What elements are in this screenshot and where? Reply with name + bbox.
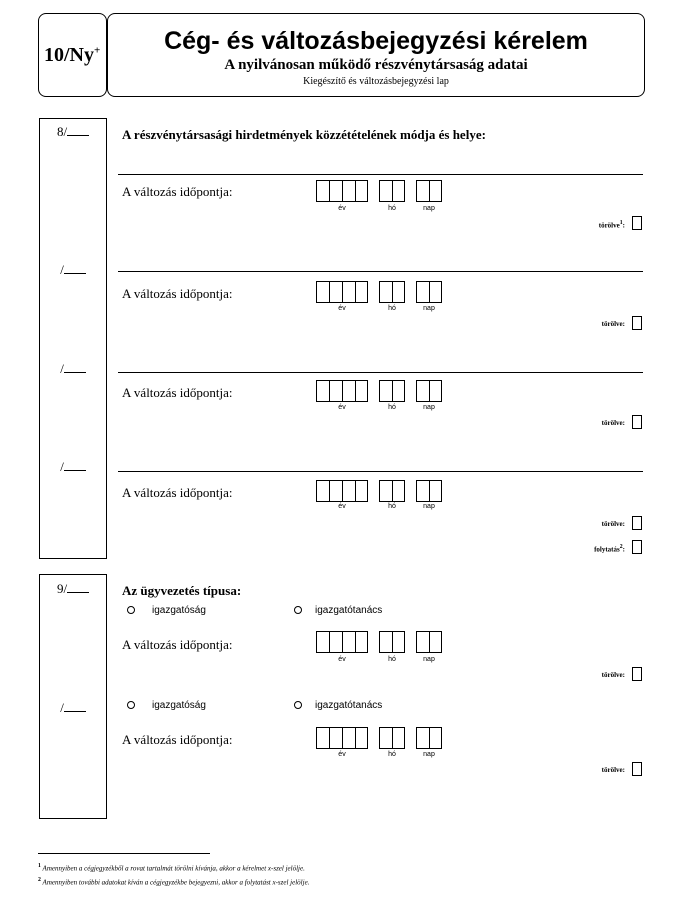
unit-year: év [338, 404, 346, 411]
unit-day: nap [423, 205, 435, 212]
page-title: Cég- és változásbejegyzési kérelem [164, 27, 588, 55]
radio-label: igazgatóság [152, 605, 206, 616]
footnote-divider [38, 853, 210, 854]
deleted-label: törölve: [601, 766, 625, 774]
continued-checkbox[interactable] [632, 540, 642, 554]
day-input[interactable] [416, 180, 442, 202]
deleted-label: törölve$^1$: [598, 220, 625, 230]
month-input[interactable] [379, 727, 405, 749]
section8-sub-number[interactable]: / [39, 459, 107, 475]
deleted-checkbox[interactable] [632, 316, 642, 330]
deleted-checkbox[interactable] [632, 762, 642, 776]
unit-year: év [338, 503, 346, 510]
month-input[interactable] [379, 380, 405, 402]
change-date-label: A változás időpontja: [122, 184, 233, 199]
deleted-label: törölve: [601, 520, 625, 528]
deleted-checkbox[interactable] [632, 516, 642, 530]
year-input[interactable] [316, 180, 368, 202]
change-date-label: A változás időpontja: [122, 385, 233, 400]
section9-sub-number[interactable]: / [39, 700, 107, 716]
deleted-label: törölve: [601, 320, 625, 328]
footnote-1: $^1$ Amennyiben a cégjegyzékből a rovat tartalmát törölni kívánja, akkor a kérelmet x-szel jelölje. [38, 863, 305, 873]
continued-label: folytatás$^2$: [594, 544, 625, 554]
page-subsubtitle: Kiegészítő és változásbejegyzési lap [303, 76, 449, 87]
month-input[interactable] [379, 180, 405, 202]
day-input[interactable] [416, 281, 442, 303]
radio-igazgatosag[interactable] [127, 701, 135, 709]
unit-month: hó [388, 751, 396, 758]
unit-year: év [338, 205, 346, 212]
divider [118, 471, 643, 472]
change-date-label: A változás időpontja: [122, 732, 233, 747]
unit-year: év [338, 305, 346, 312]
unit-day: nap [423, 751, 435, 758]
day-input[interactable] [416, 631, 442, 653]
year-input[interactable] [316, 727, 368, 749]
radio-label: igazgatótanács [315, 700, 383, 711]
unit-month: hó [388, 503, 396, 510]
deleted-checkbox[interactable] [632, 667, 642, 681]
change-date-label: A változás időpontja: [122, 485, 233, 500]
unit-month: hó [388, 656, 396, 663]
divider [118, 174, 643, 175]
unit-day: nap [423, 404, 435, 411]
section8-number[interactable]: 8/ [39, 124, 107, 140]
year-input[interactable] [316, 380, 368, 402]
section8-sub-number[interactable]: / [39, 361, 107, 377]
section8-sub-number[interactable]: / [39, 262, 107, 278]
footnote-2: $^2$ Amennyiben további adatokat kíván a cégjegyzékbe bejegyezni, akkor a folytatást x-szel jelölje. [38, 877, 310, 887]
radio-igazgatotanacs[interactable] [294, 606, 302, 614]
unit-day: nap [423, 656, 435, 663]
month-input[interactable] [379, 480, 405, 502]
month-input[interactable] [379, 281, 405, 303]
radio-igazgatosag[interactable] [127, 606, 135, 614]
deleted-checkbox[interactable] [632, 415, 642, 429]
day-input[interactable] [416, 480, 442, 502]
divider [118, 271, 643, 272]
unit-year: év [338, 656, 346, 663]
change-date-label: A változás időpontja: [122, 637, 233, 652]
year-input[interactable] [316, 480, 368, 502]
year-input[interactable] [316, 631, 368, 653]
section9-number-column [39, 574, 107, 819]
unit-month: hó [388, 205, 396, 212]
unit-month: hó [388, 404, 396, 411]
form-code: 10/Ny+ [44, 44, 101, 66]
page-subtitle: A nyilvánosan működő részvénytársaság adatai [224, 57, 528, 73]
section8-title: A részvénytársasági hirdetmények közzétételének módja és helye: [122, 127, 486, 142]
unit-day: nap [423, 305, 435, 312]
day-input[interactable] [416, 727, 442, 749]
unit-month: hó [388, 305, 396, 312]
change-date-label: A változás időpontja: [122, 286, 233, 301]
radio-label: igazgatótanács [315, 605, 383, 616]
deleted-label: törölve: [601, 671, 625, 679]
day-input[interactable] [416, 380, 442, 402]
year-input[interactable] [316, 281, 368, 303]
deleted-checkbox[interactable] [632, 216, 642, 230]
unit-year: év [338, 751, 346, 758]
radio-igazgatotanacs[interactable] [294, 701, 302, 709]
unit-day: nap [423, 503, 435, 510]
divider [118, 372, 643, 373]
deleted-label: törölve: [601, 419, 625, 427]
section9-title: Az ügyvezetés típusa: [122, 583, 242, 598]
radio-label: igazgatóság [152, 700, 206, 711]
section8-number-column [39, 118, 107, 559]
month-input[interactable] [379, 631, 405, 653]
section9-number[interactable]: 9/ [39, 581, 107, 597]
